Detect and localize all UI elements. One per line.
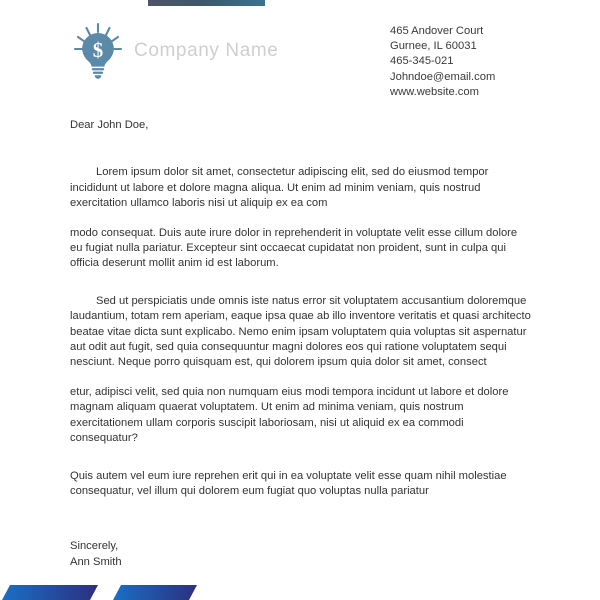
brand-block: [70, 22, 278, 80]
contact-website: www.website.com: [390, 85, 479, 98]
salutation: Dear John Doe,: [70, 119, 149, 131]
contact-address-city: Gurnee, IL 60031: [390, 40, 477, 53]
letterhead-header: [0, 18, 600, 110]
paragraph-1: Lorem ipsum dolor sit amet, consectetur adipiscing elit, sed do eiusmod tempor incididunt ut labore et dolore magna aliqua. Ut enim ad minim veniam, quis nostrud exercitation ullamco laboris nisi ut aliquip ex ea com: [70, 166, 489, 210]
footer-parallelogram-2: [113, 585, 197, 600]
contact-email: Johndoe@email.com: [390, 70, 496, 83]
footer-parallelogram-1: [2, 585, 98, 600]
top-accent-bar: [148, 0, 265, 6]
paragraph-2: modo consequat. Duis aute irure dolor in reprehenderit in voluptate velit esse cillum dolore eu fugiat nulla pariatur. Excepteur sint occaecat cupidatat non proident, sunt in culpa qui officia deserunt mollit anim id est laborum.: [70, 226, 518, 270]
letter-body: [70, 118, 532, 570]
contact-phone: 465-345-021: [390, 55, 454, 68]
paragraph-3: Sed ut perspiciatis unde omnis iste natus error sit voluptatem accusantium doloremque laudantium, totam rem aperiam, eaque ipsa quae ab illo inventore veritatis et quasi architecto beatae vitae dicta sunt explicabo. Nemo enim ipsam voluptatem quia voluptas sit aspernatur aut odit aut fugit, sed quia consequuntur magni dolores eos qui ratione voluptatem sequi nesciunt. Neque porro quisquam est, qui dolorem ipsum quia dolor sit amet, consect: [70, 294, 531, 369]
footer-decoration: [0, 578, 600, 600]
paragraph-4: etur, adipisci velit, sed quia non numquam eius modi tempora incidunt ut labore et dolore magnam aliquam quaerat voluptatem. Ut enim ad minima veniam, quis nostrum exercitationem ullam corporis suscipit laboriosam, nisi ut aliquid ex ea commodi consequatur?: [70, 385, 509, 445]
closing-block: [70, 539, 532, 570]
contact-address-street: 465 Andover Court: [390, 25, 484, 37]
contact-info-block: [390, 24, 495, 100]
top-bar-container: [0, 0, 600, 7]
svg-text:$: $: [92, 38, 104, 63]
paragraph-5: Quis autem vel eum iure reprehen erit qui in ea voluptate velit esse quam nihil molestiae consequatur, vel illum qui dolorem eum fugiat quo voluptas nulla pariatur: [70, 469, 507, 497]
signature-name: Ann Smith: [70, 555, 122, 568]
company-name: Company Name: [134, 40, 279, 61]
lightbulb-dollar-icon: [70, 22, 126, 80]
closing-salutation: Sincerely,: [70, 540, 119, 553]
